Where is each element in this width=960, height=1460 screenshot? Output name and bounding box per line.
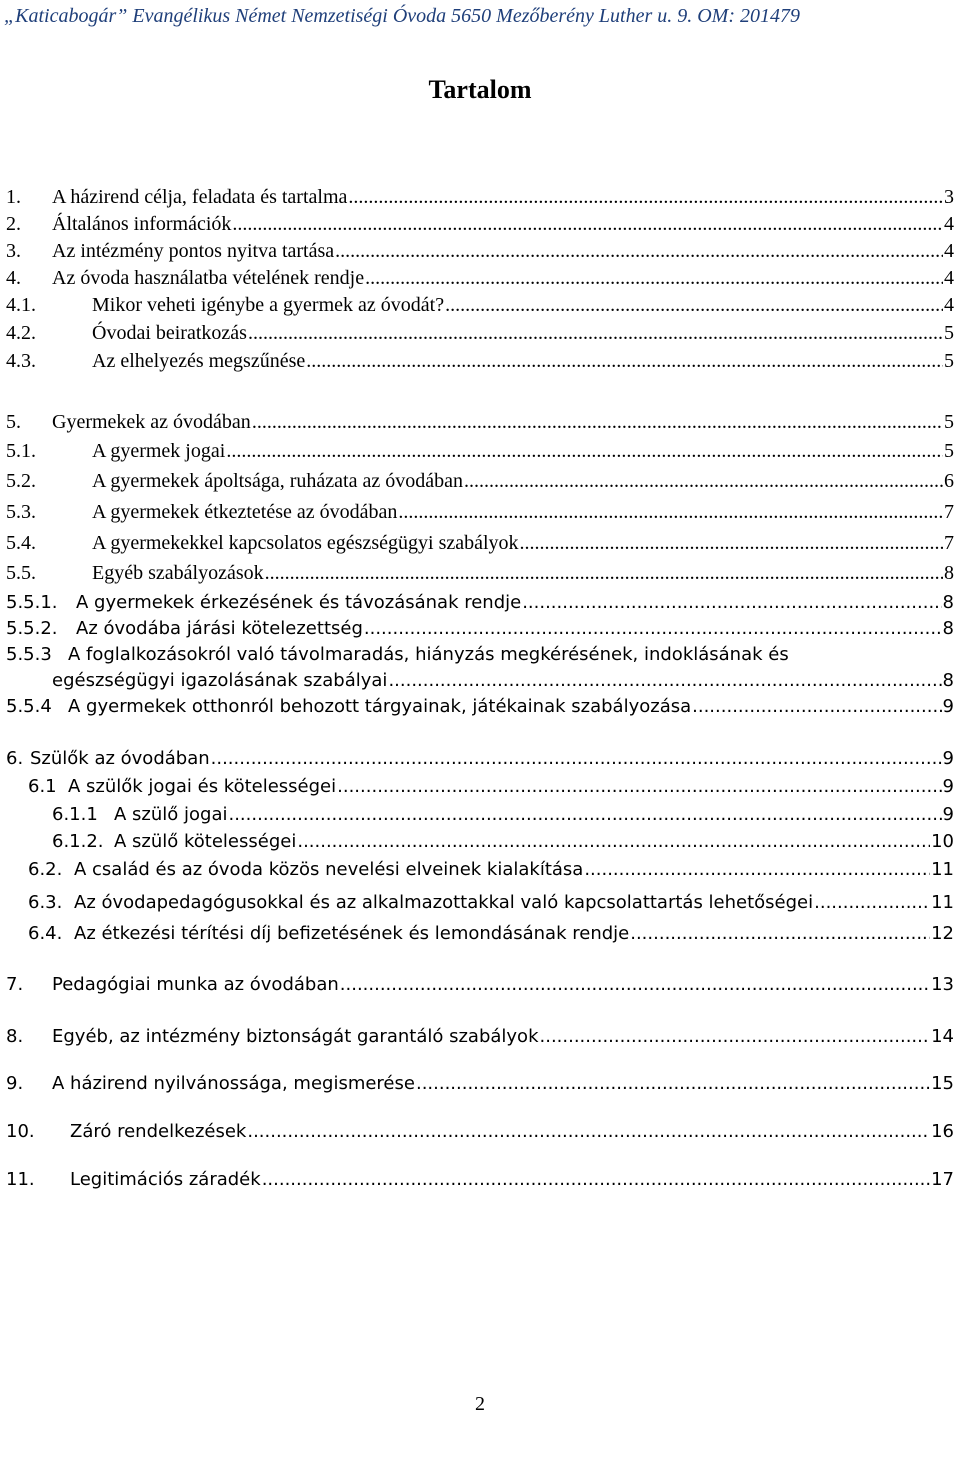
toc-entry-page: 11: [931, 892, 954, 913]
toc-entry-page: 16: [931, 1121, 954, 1142]
toc-entry-number: 10.: [6, 1121, 35, 1142]
toc-entry[interactable]: [6, 234, 954, 263]
toc-entry-page: 15: [931, 1073, 954, 1094]
toc-leader: [247, 1120, 930, 1144]
toc-entry-page: 6: [944, 470, 954, 492]
toc-entry[interactable]: [6, 180, 954, 209]
toc-entry-number: 6.4.: [28, 923, 63, 944]
toc-entry-number: 5.2.: [6, 470, 36, 492]
toc-entry[interactable]: [6, 405, 954, 434]
toc-entry-title: A gyermekekkel kapcsolatos egészségügyi szabályok: [92, 532, 519, 554]
toc-entry-number: 6.1.2.: [52, 831, 104, 852]
toc-entry-number: 5.5.4: [6, 696, 52, 717]
toc-entry-page: 4: [944, 294, 954, 316]
toc-leader: [248, 321, 943, 345]
toc-leader: [520, 531, 943, 555]
toc-leader: [252, 410, 943, 434]
toc-leader: [692, 695, 941, 719]
toc-entry-page: 9: [942, 804, 954, 825]
toc-entry-title-continued: egészségügyi igazolásának szabályai: [52, 670, 388, 691]
toc-entry-title: A házirend nyilvánossága, megismerése: [52, 1073, 415, 1094]
toc-entry-title: Gyermekek az óvodában: [52, 411, 251, 433]
toc-entry-title: Az intézmény pontos nyitva tartása: [52, 240, 335, 262]
toc-leader: [226, 439, 943, 463]
toc-entry-number: 5.3.: [6, 501, 36, 523]
document-header: „Katicabogár” Evangélikus Német Nemzetiségi Óvoda 5650 Mezőberény Luther u. 9. OM: 201479: [4, 5, 801, 27]
toc-entry-number: 5.5.3: [6, 644, 52, 665]
toc-entry-title: A szülők jogai és kötelességei: [68, 776, 337, 797]
toc-entry-title: Az óvodába járási kötelezettség: [76, 618, 363, 639]
toc-entry-title: Egyéb, az intézmény biztonságát garantáló szabályok: [52, 1026, 539, 1047]
toc-leader: [630, 922, 930, 946]
toc-entry[interactable]: [6, 556, 954, 585]
toc-entry-title: Mikor veheti igénybe a gyermek az óvodát?: [92, 294, 445, 316]
toc-entry-number: 2.: [6, 213, 21, 235]
toc-entry-number: 3.: [6, 240, 21, 262]
toc-entry-number: 9.: [6, 1073, 24, 1094]
toc-entry-page: 4: [944, 267, 954, 289]
toc-entry[interactable]: [6, 526, 954, 555]
toc-entry-page: 7: [944, 532, 954, 554]
toc-entry-title: A foglalkozásokról való távolmaradás, hiányzás megkérésének, indoklásának és: [68, 644, 789, 665]
toc-entry-title: A szülő jogai: [114, 804, 228, 825]
toc-entry-title: A gyermekek otthonról behozott tárgyainak, játékainak szabályozása: [68, 696, 692, 717]
toc-entry[interactable]: [6, 495, 954, 524]
toc-entry-number: 11.: [6, 1169, 35, 1190]
toc-entry-title: Az óvoda használatba vételének rendje: [52, 267, 365, 289]
toc-entry[interactable]: [6, 742, 954, 771]
toc-entry-title: A szülő kötelességei: [114, 831, 297, 852]
toc-entry-title: A gyermekek érkezésének és távozásának rendje: [76, 592, 522, 613]
toc-leader: [265, 561, 943, 585]
toc-leader: [340, 973, 930, 997]
toc-leader: [540, 1025, 931, 1049]
toc-entry-page: 11: [931, 859, 954, 880]
toc-entry-title: Általános információk: [52, 213, 232, 235]
toc-entry-title: Az elhelyezés megszűnése: [92, 350, 306, 372]
toc-entry[interactable]: [6, 464, 954, 493]
toc-entry-page: 8: [944, 562, 954, 584]
toc-entry-page: 13: [931, 974, 954, 995]
toc-entry-number: 5.1.: [6, 440, 36, 462]
toc-entry[interactable]: [52, 825, 954, 854]
toc-entry-number: 7.: [6, 974, 24, 995]
toc-entry-title: A gyermekek étkeztetése az óvodában: [92, 501, 398, 523]
toc-entry-number: 5.4.: [6, 532, 36, 554]
toc-entry-title: Legitimációs záradék: [70, 1169, 261, 1190]
toc-leader: [262, 1168, 930, 1192]
toc-entry-page: 9: [942, 696, 954, 717]
toc-entry[interactable]: [6, 968, 954, 997]
toc-entry[interactable]: [6, 1115, 954, 1144]
toc-entry-number: 6.1: [28, 776, 57, 797]
toc-entry-number: 5.5.2.: [6, 618, 58, 639]
toc-entry[interactable]: [6, 586, 954, 615]
toc-entry-title: Az étkezési térítési díj befizetésének és lemondásának rendje: [74, 923, 630, 944]
toc-entry-page: 9: [942, 748, 954, 769]
toc-entry-page: 8: [942, 592, 954, 613]
toc-entry-title: Szülők az óvodában: [30, 748, 210, 769]
toc-entry-title: Az óvodapedagógusokkal és az alkalmazottakkal való kapcsolattartás lehetőségei: [74, 892, 814, 913]
toc-entry[interactable]: [28, 770, 954, 799]
toc-leader: [228, 803, 941, 827]
toc-entry-page: 12: [931, 923, 954, 944]
toc-entry[interactable]: [6, 316, 954, 345]
toc-entry-number: 1.: [6, 186, 21, 208]
toc-entry-title: A gyermekek ápoltsága, ruházata az óvodában: [92, 470, 463, 492]
toc-entry-page: 7: [944, 501, 954, 523]
toc-leader: [297, 830, 930, 854]
toc-entry-number: 8.: [6, 1026, 24, 1047]
toc-entry-page: 9: [942, 776, 954, 797]
toc-entry-number: 5.: [6, 411, 21, 433]
toc-entry-number: 6.2.: [28, 859, 63, 880]
toc-entry[interactable]: [6, 1163, 954, 1192]
toc-entry-title: A család és az óvoda közös nevelési elveinek kialakítása: [74, 859, 584, 880]
toc-entry-number: 4.1.: [6, 294, 36, 316]
toc-entry-page: 17: [931, 1169, 954, 1190]
toc-entry-number: 4.3.: [6, 350, 36, 372]
toc-entry[interactable]: [6, 612, 954, 641]
toc-entry-page: 10: [931, 831, 954, 852]
toc-leader: [335, 239, 943, 263]
toc-entry[interactable]: [6, 1067, 954, 1096]
toc-entry[interactable]: [28, 853, 954, 882]
toc-entry-continuation[interactable]: [52, 664, 954, 693]
toc-entry[interactable]: [6, 690, 954, 719]
toc-entry-page: 5: [944, 350, 954, 372]
toc-entry-number: 6.1.1: [52, 804, 98, 825]
toc-entry[interactable]: [28, 917, 954, 946]
toc-leader: [416, 1072, 930, 1096]
toc-entry[interactable]: [6, 344, 954, 373]
toc-entry[interactable]: [28, 886, 954, 915]
toc-entry-number: 4.: [6, 267, 21, 289]
toc-entry[interactable]: [6, 638, 954, 667]
toc-entry[interactable]: [6, 1020, 954, 1049]
toc-entry-page: 8: [942, 618, 954, 639]
toc-title: Tartalom: [428, 75, 532, 104]
toc-entry-title: Óvodai beiratkozás: [92, 322, 247, 344]
toc-entry[interactable]: [52, 798, 954, 827]
toc-entry-title: Záró rendelkezések: [70, 1121, 247, 1142]
toc-entry-page: 14: [931, 1026, 954, 1047]
toc-leader: [232, 212, 943, 236]
toc-entry[interactable]: [6, 261, 954, 290]
toc-entry-number: 5.5.: [6, 562, 36, 584]
toc-leader: [365, 266, 943, 290]
page-number: 2: [475, 1393, 485, 1415]
toc-leader: [306, 349, 943, 373]
toc-leader: [348, 185, 943, 209]
toc-entry-number: 6.: [6, 748, 24, 769]
toc-entry-title: A házirend célja, feladata és tartalma: [52, 186, 348, 208]
toc-leader: [584, 858, 930, 882]
toc-leader: [211, 747, 942, 771]
toc-entry-title: A gyermek jogai: [92, 440, 226, 462]
toc-entry-page: 5: [944, 322, 954, 344]
toc-leader: [337, 775, 941, 799]
toc-entry-title: Egyéb szabályozások: [92, 562, 264, 584]
toc-entry-title: Pedagógiai munka az óvodában: [52, 974, 339, 995]
toc-entry[interactable]: [6, 288, 954, 317]
toc-entry-page: 3: [944, 186, 954, 208]
toc-entry-page: 4: [944, 240, 954, 262]
toc-entry[interactable]: [6, 207, 954, 236]
toc-entry-page: 5: [944, 440, 954, 462]
toc-leader: [814, 891, 930, 915]
toc-leader: [464, 469, 943, 493]
toc-entry[interactable]: [6, 434, 954, 463]
toc-entry-number: 5.5.1.: [6, 592, 58, 613]
toc-leader: [445, 293, 943, 317]
toc-entry-page: 4: [944, 213, 954, 235]
toc-entry-page: 8: [942, 670, 954, 691]
toc-entry-number: 4.2.: [6, 322, 36, 344]
toc-leader: [398, 500, 943, 524]
toc-entry-number: 6.3.: [28, 892, 63, 913]
toc-entry-page: 5: [944, 411, 954, 433]
